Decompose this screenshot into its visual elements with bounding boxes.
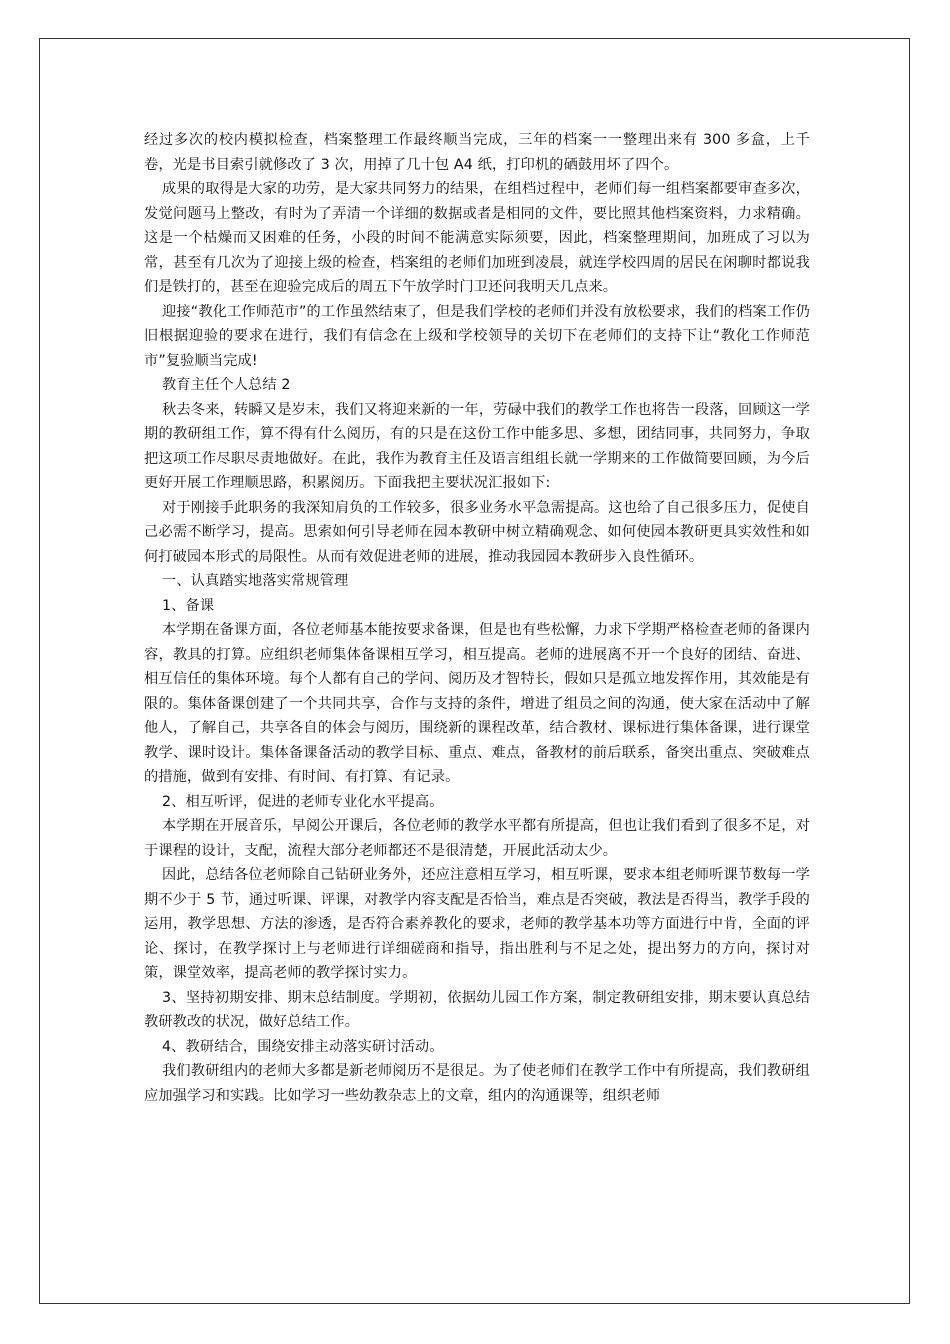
- paragraph: 本学期在开展音乐，早阅公开课后，各位老师的教学水平都有所提高，但也让我们看到了很多不足，对于课程的设计，支配，流程大部分老师都还不是很清楚，开展此活动太少。: [144, 818, 810, 859]
- paragraph: 因此，总结各位老师除自己钻研业务外，还应注意相互学习，相互听课，要求本组老师听课节数每一学期不少于 5 节，通过听课、评课，对教学内容支配是否恰当，难点是否突破，教法是否得当，教学手段的运用，教学思想、方法的渗透，是否符合素养教化的要求，老师的教学基本功等方面进行中肯，全面的评论、探讨，在教学探讨上与老师进行详细磋商和指导，指出胜利与不足之处，提出努力的方向，探讨对策，课堂效率，提高老师的教学探讨实力。: [144, 867, 810, 981]
- document-body: [144, 128, 810, 1108]
- paragraph: 迎接“教化工作师范市”的工作虽然结束了，但是我们学校的老师们并没有放松要求，我们的档案工作仍旧根据迎验的要求在进行，我们有信念在上级和学校领导的关切下在老师们的支持下让“教化工作师范市”复验顺当完成!: [144, 303, 810, 369]
- paragraph: 3、坚持初期安排、期末总结制度。学期初，依据幼儿园工作方案，制定教研组安排，期末要认真总结教研教改的状况，做好总结工作。: [144, 989, 810, 1030]
- paragraph: 我们教研组内的老师大多都是新老师阅历不是很足。为了使老师们在教学工作中有所提高，我们教研组应加强学习和实践。比如学习一些幼教杂志上的文章，组内的沟通课等，组织老师: [144, 1063, 810, 1104]
- section-heading: 一、认真踏实地落实常规管理: [162, 573, 349, 589]
- paragraph: 经过多次的校内模拟检查，档案整理工作最终顺当完成，三年的档案一一整理出来有 300 多盒，上千卷，光是书目索引就修改了 3 次，用掉了几十包 A4 纸，打印机的硒鼓用坏了四个。: [144, 132, 810, 173]
- paragraph: 秋去冬来，转瞬又是岁末，我们又将迎来新的一年，劳碌中我们的教学工作也将告一段落，回顾这一学期的教研组工作，算不得有什么阅历，有的只是在这份工作中能多思、多想，团结同事，共同努力，争取把这项工作尽职尽责地做好。在此，我作为教育主任及语言组组长就一学期来的工作做简要回顾，为今后更好开展工作理顺思路，积累阅历。下面我把主要状况汇报如下:: [144, 401, 810, 491]
- subsection-heading: 2、相互听评，促进的老师专业化水平提高。: [162, 793, 444, 810]
- paragraph: 本学期在备课方面，各位老师基本能按要求备课，但是也有些松懈，力求下学期严格检查老师的备课内容，教具的打算。应组织老师集体备课相互学习，相互提高。老师的进展离不开一个良好的团结、奋进、相互信任的集体环境。每个人都有自己的学问、阅历及才智特长，假如只是孤立地发挥作用，其效能是有限的。集体备课创建了一个共同共享，合作与支持的条件，增进了组员之间的沟通，使大家在活动中了解他人，了解自己，共享各自的体会与阅历，围绕新的课程改革，结合教材、课标进行集体备课，进行课堂教学、课时设计。集体备课备活动的教学目标、重点、难点，备教材的前后联系，备突出重点、突破难点的措施，做到有安排、有时间、有打算、有记录。: [144, 622, 810, 785]
- subsection-heading: 4、教研结合，围绕安排主动落实研讨活动。: [162, 1038, 444, 1055]
- subsection-heading: 1、备课: [162, 597, 215, 614]
- paragraph: 成果的取得是大家的功劳，是大家共同努力的结果，在组档过程中，老师们每一组档案都要审查多次，发觉问题马上整改，有时为了弄清一个详细的数据或者是相同的文件，要比照其他档案资料，力求精确。这是一个枯燥而又困难的任务，小段的时间不能满意实际须要，因此，档案整理期间，加班成了习以为常，甚至有几次为了迎接上级的检查，档案组的老师们加班到凌晨，就连学校四周的居民在闲聊时都说我们是铁打的，甚至在迎验完成后的周五下午放学时门卫还问我明天几点来。: [144, 181, 810, 295]
- section-title: 教育主任个人总结 2: [162, 377, 291, 393]
- paragraph: 对于刚接手此职务的我深知肩负的工作较多，很多业务水平急需提高。这也给了自己很多压力，促使自己必需不断学习，提高。思索如何引导老师在园本教研中树立精确观念、如何使园本教研更具实效性和如何打破园本形式的局限性。从而有效促进老师的进展，推动我园园本教研步入良性循环。: [144, 499, 810, 565]
